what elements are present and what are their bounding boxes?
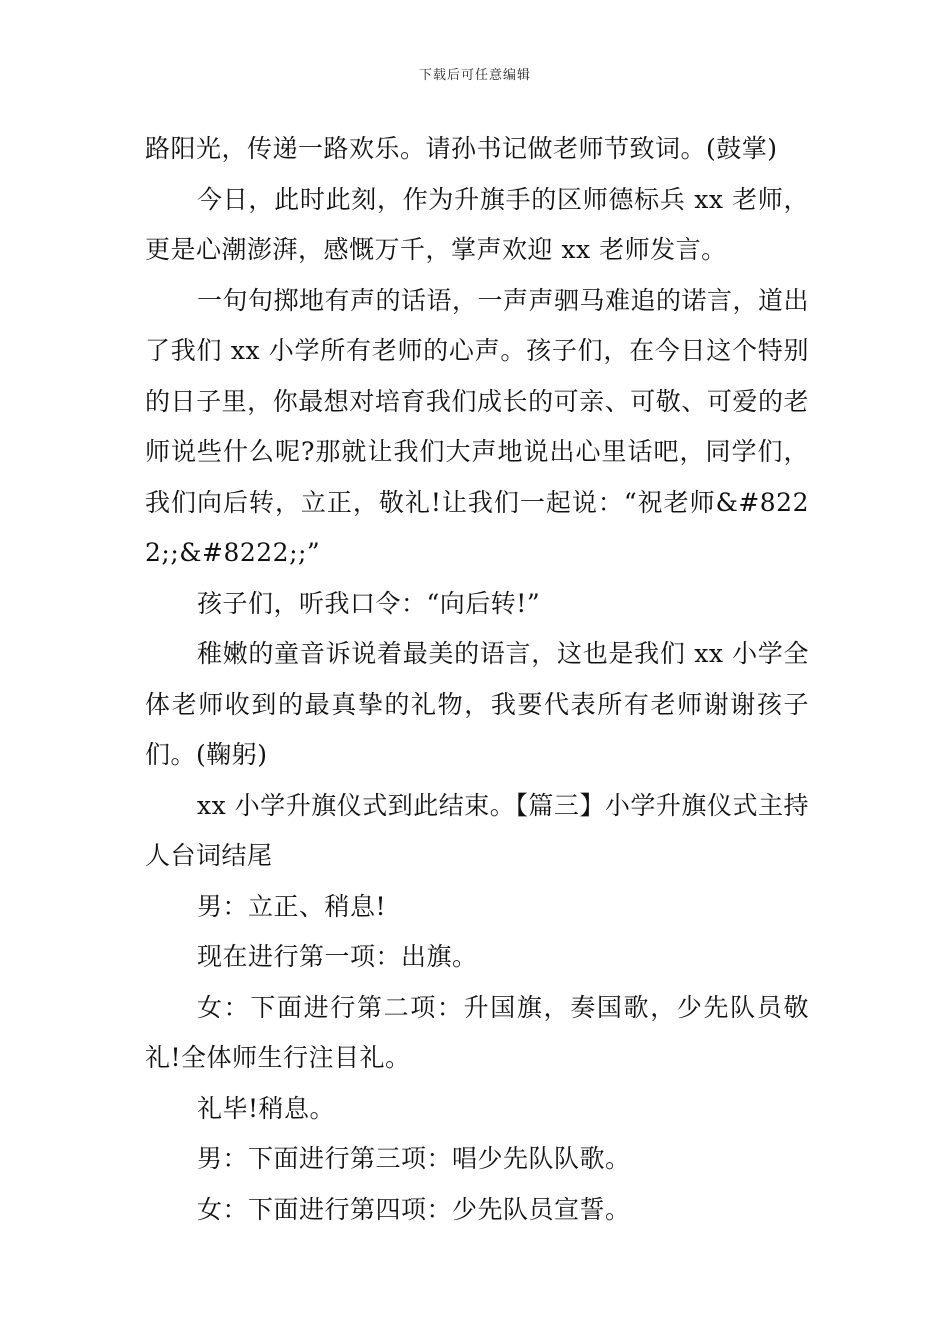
paragraph-7: 男：立正、稍息! — [197, 891, 387, 921]
paragraph-6: xx 小学升旗仪式到此结束。【篇三】小学升旗仪式主持人台词结尾 — [145, 790, 809, 870]
paragraph-3: 一句句掷地有声的话语，一声声驷马难追的诺言，道出了我们 xx 小学所有老师的心声。孩子们，在今日这个特别的日子里，你最想对培育我们成长的可亲、可敬、可爱的老师说些什么呢?那就让我们大声地说出心里话吧，同学们，我们向后转，立正，敬礼!让我们一起说：“祝老师&#8222;;&#8222;;” — [145, 285, 810, 567]
paragraph-5: 稚嫩的童音诉说着最美的语言，这也是我们 xx 小学全体老师收到的最真挚的礼物，我要代表所有老师谢谢孩子们。(鞠躬) — [145, 639, 810, 769]
paragraph-8: 现在进行第一项：出旗。 — [197, 942, 478, 971]
paragraph-2: 今日，此时此刻，作为升旗手的区师德标兵 xx 老师，更是心潮澎湃，感慨万千，掌声欢迎 xx 老师发言。 — [145, 184, 810, 264]
paragraph-12: 女：下面进行第四项：少先队员宣誓。 — [197, 1194, 631, 1224]
paragraph-1: 路阳光，传递一路欢乐。请孙书记做老师节致词。(鼓掌) — [145, 134, 778, 163]
page-header: 下载后可任意编辑 — [418, 68, 531, 83]
paragraph-11: 男：下面进行第三项：唱少先队队歌。 — [197, 1144, 631, 1173]
paragraph-10: 礼毕!稍息。 — [197, 1093, 336, 1123]
document-body — [145, 124, 809, 1235]
paragraph-4: 孩子们，听我口令：“向后转!” — [197, 588, 541, 618]
paragraph-9: 女：下面进行第二项：升国旗，奏国歌，少先队员敬礼!全体师生行注目礼。 — [145, 992, 809, 1072]
